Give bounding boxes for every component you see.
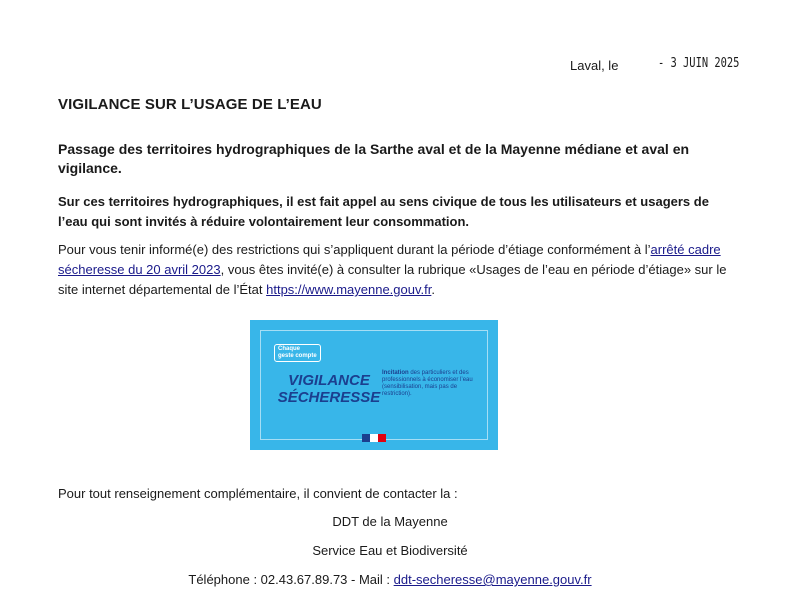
contact-intro: Pour tout renseignement complémentaire, il convient de contacter la :	[58, 486, 458, 501]
phone-text: Téléphone : 02.43.67.89.73 - Mail :	[188, 572, 394, 587]
place-date	[570, 56, 740, 73]
paragraph-civic-appeal-body: il est fait appel au sens civique de tous les utilisateurs et usagers de l’eau qui sont invités à réduire volontairement leur consommation.	[58, 194, 709, 229]
arrete-cadre-link[interactable]: arrêté cadre sécheresse du 20 avril 2023	[58, 242, 721, 277]
document-subtitle: Passage des territoires hydrographiques de la Sarthe aval et de la Mayenne médiane et aval en vigilance.	[58, 141, 690, 176]
date-stamp: - 3 JUIN 2025	[658, 56, 740, 71]
vigilance-secheresse-banner	[250, 320, 498, 450]
banner-title	[274, 372, 384, 406]
chaque-geste-compte-badge	[274, 344, 321, 362]
mayenne-gouv-link[interactable]: https://www.mayenne.gouv.fr	[266, 282, 432, 297]
contact-organisation: DDT de la Mayenne	[332, 514, 448, 529]
incitation-body: des particuliers et des professionnels à économiser l’eau (sensibilisation, mais pas de restriction).	[382, 370, 473, 397]
banner-title-line-1: VIGILANCE	[288, 372, 370, 389]
contact-phone-mail	[0, 572, 780, 587]
badge-line-1: Chaque	[278, 346, 301, 352]
contact-service: Service Eau et Biodiversité	[312, 543, 468, 558]
badge-line-2: geste compte	[278, 353, 317, 359]
banner-title-line-2: SÉCHERESSE	[277, 389, 381, 406]
paragraph-civic-appeal-lead: Sur ces territoires hydrographiques,	[58, 194, 283, 209]
paragraph-restrictions-end: .	[431, 282, 435, 297]
paragraph-restrictions-middle: , vous êtes invité(e) à consulter la rubrique «Usages de l’eau en période d’étiage» sur le site internet départemental de l’État	[58, 262, 727, 297]
paragraph-restrictions-intro: Pour vous tenir informé(e) des restrictions qui s’appliquent durant la période d’étiage conformément à l’	[58, 242, 651, 257]
paragraph-restrictions-info	[58, 240, 748, 300]
paragraph-civic-appeal	[58, 192, 738, 232]
banner-incitation-text	[382, 370, 482, 398]
document-title: VIGILANCE SUR L’USAGE DE L’EAU	[58, 96, 322, 113]
incitation-bold: Incitation	[382, 370, 409, 376]
republique-francaise-flag-icon	[362, 434, 386, 442]
email-link[interactable]: ddt-secheresse@mayenne.gouv.fr	[393, 572, 592, 587]
place-label: Laval, le	[570, 58, 619, 73]
